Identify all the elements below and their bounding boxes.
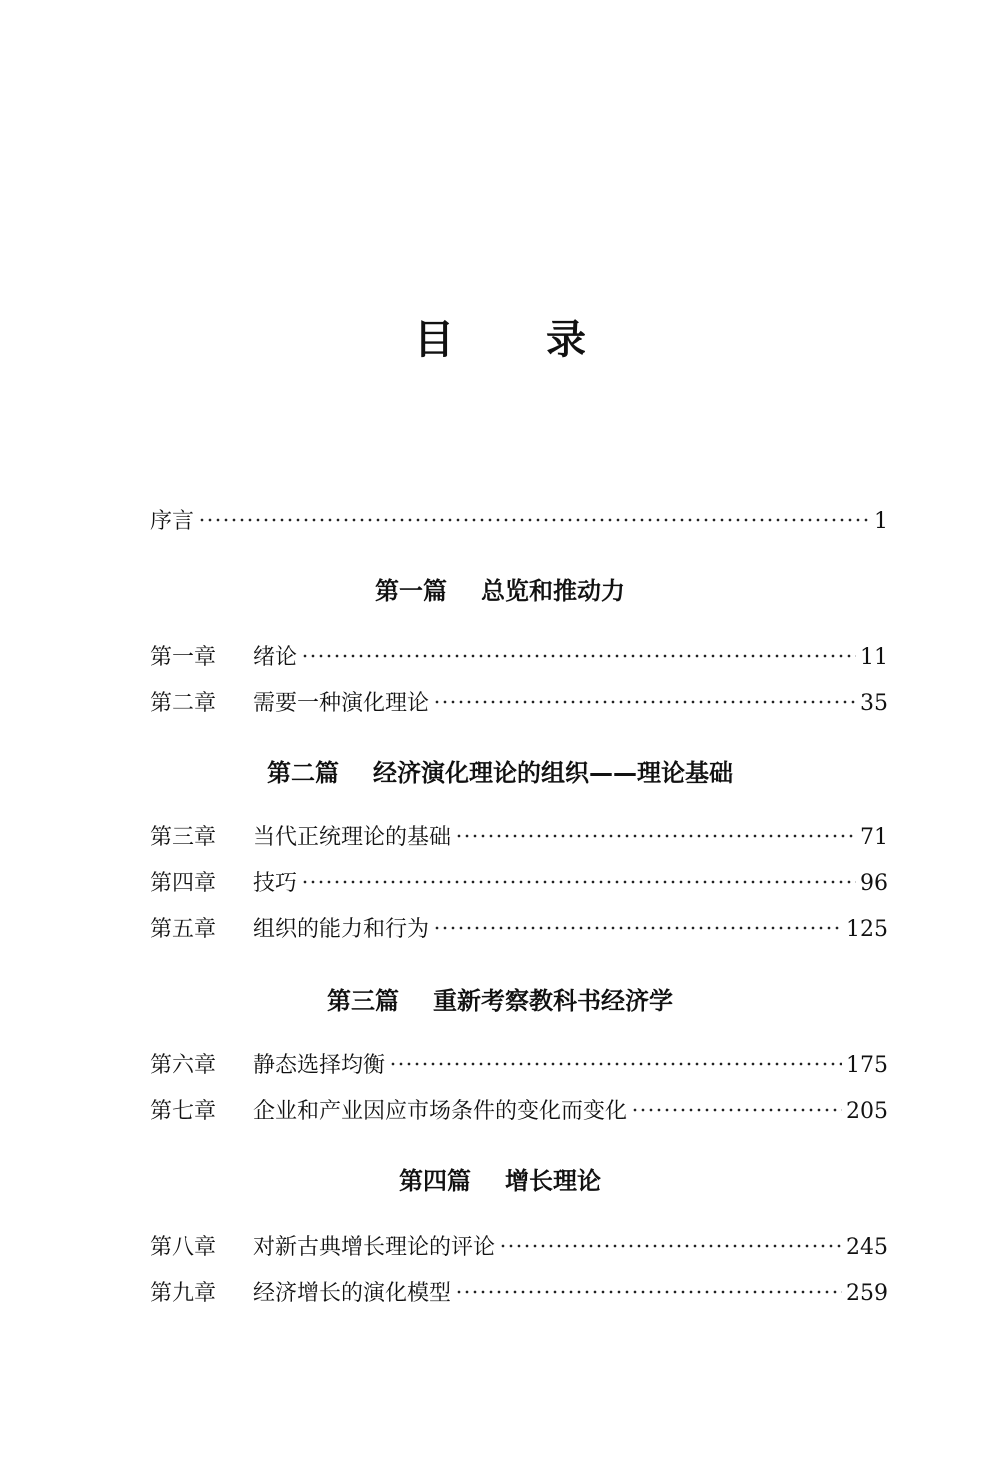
chapter-label: 第四章	[150, 871, 217, 896]
toc-entry[interactable]	[150, 1278, 888, 1310]
entry-name: 组织的能力和行为	[253, 917, 430, 942]
entry-name: 序言	[150, 509, 195, 534]
toc-entry[interactable]	[150, 1232, 888, 1264]
dot-leader	[455, 1289, 842, 1295]
entry-page: 11	[860, 645, 888, 670]
toc-entry[interactable]	[150, 914, 888, 946]
chapter-label: 第一章	[150, 645, 217, 670]
part-heading	[0, 984, 1000, 1018]
entry-page: 125	[846, 917, 888, 942]
part-label: 第四篇	[399, 1167, 471, 1195]
chapter-label: 第九章	[150, 1281, 217, 1306]
part-heading	[0, 756, 1000, 790]
dot-leader	[433, 699, 856, 705]
chapter-label: 第三章	[150, 825, 217, 850]
part-label: 第二篇	[267, 759, 339, 787]
toc-entry[interactable]	[150, 1096, 888, 1128]
chapter-label: 第二章	[150, 691, 217, 716]
entry-page: 1	[874, 509, 888, 534]
entry-name: 需要一种演化理论	[253, 691, 430, 716]
part-name: 增长理论	[505, 1167, 601, 1195]
dot-leader	[198, 517, 870, 523]
toc-title	[0, 312, 1000, 368]
dot-leader	[455, 833, 856, 839]
entry-name: 企业和产业因应市场条件的变化而变化	[253, 1099, 628, 1124]
entry-name: 技巧	[253, 871, 298, 896]
entry-page: 259	[846, 1281, 888, 1306]
toc-entry[interactable]	[150, 642, 888, 674]
entry-page: 205	[846, 1099, 888, 1124]
part-label: 第三篇	[327, 987, 399, 1015]
part-name: 经济演化理论的组织——理论基础	[373, 759, 733, 787]
chapter-label: 第七章	[150, 1099, 217, 1124]
dot-leader	[499, 1243, 842, 1249]
entry-name: 当代正统理论的基础	[253, 825, 452, 850]
toc-entry[interactable]	[150, 868, 888, 900]
part-heading	[0, 574, 1000, 608]
entry-name: 经济增长的演化模型	[253, 1281, 452, 1306]
entry-page: 175	[846, 1053, 888, 1078]
chapter-label: 第八章	[150, 1235, 217, 1260]
toc-entry-preface[interactable]	[150, 506, 888, 538]
toc-entry[interactable]	[150, 1050, 888, 1082]
toc-title-right: 录	[546, 317, 586, 363]
entry-page: 245	[846, 1235, 888, 1260]
part-name: 总览和推动力	[481, 577, 625, 605]
entry-page: 35	[860, 691, 888, 716]
entry-name: 绪论	[253, 645, 298, 670]
entry-name: 静态选择均衡	[253, 1053, 386, 1078]
part-label: 第一篇	[375, 577, 447, 605]
part-heading	[0, 1164, 1000, 1198]
toc-entry[interactable]	[150, 688, 888, 720]
part-name: 重新考察教科书经济学	[433, 987, 673, 1015]
dot-leader	[301, 879, 856, 885]
entry-page: 71	[860, 825, 888, 850]
entry-name: 对新古典增长理论的评论	[253, 1235, 496, 1260]
chapter-label: 第六章	[150, 1053, 217, 1078]
toc-entry[interactable]	[150, 822, 888, 854]
entry-page: 96	[860, 871, 888, 896]
dot-leader	[301, 653, 856, 659]
dot-leader	[631, 1107, 842, 1113]
chapter-label: 第五章	[150, 917, 217, 942]
toc-title-left: 目	[414, 317, 454, 363]
dot-leader	[433, 925, 842, 931]
dot-leader	[389, 1061, 842, 1067]
